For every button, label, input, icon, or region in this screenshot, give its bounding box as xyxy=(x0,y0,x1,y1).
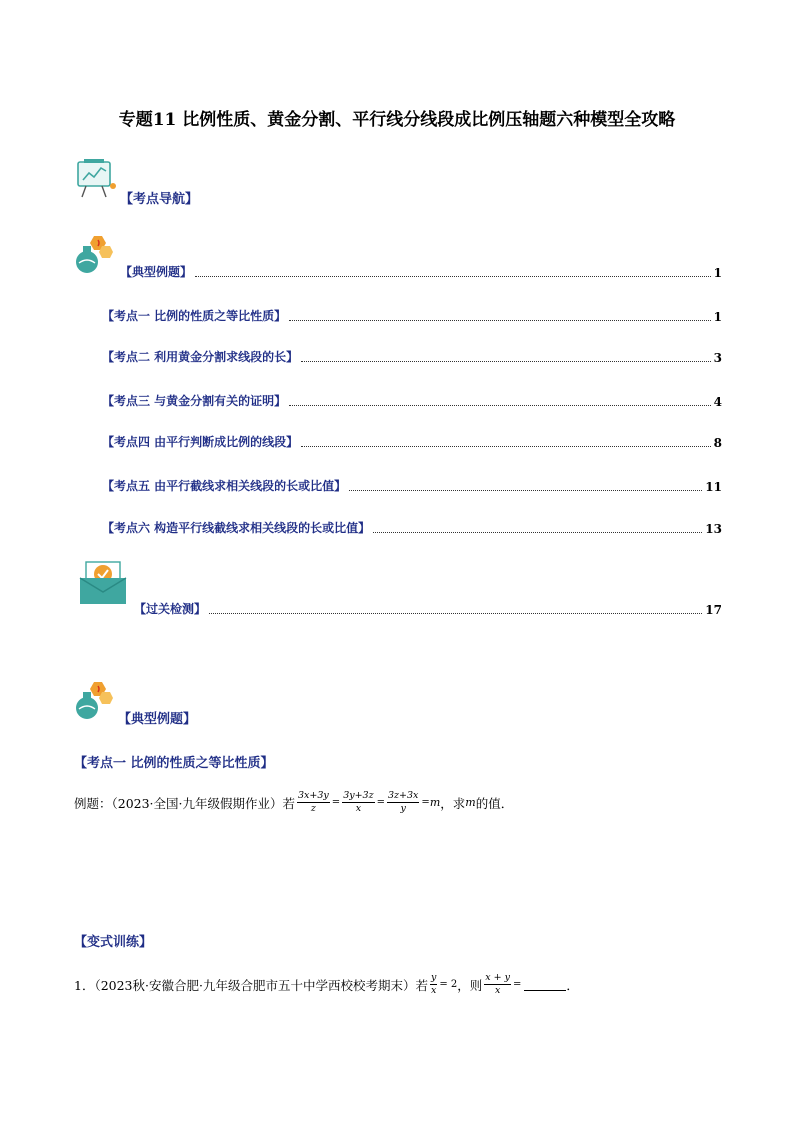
toc-leader xyxy=(289,404,710,406)
toc-entry-point-2[interactable] xyxy=(102,348,722,365)
toc-leader xyxy=(209,612,702,614)
fraction-numerator: 3x+3y xyxy=(298,790,329,801)
page-title: 专题11 比例性质、黄金分割、平行线分线段成比例压轴题六种模型全攻略 xyxy=(118,110,676,130)
equals-sign: = xyxy=(421,797,430,808)
variable-m: m xyxy=(465,796,476,809)
equals-sign: = xyxy=(331,797,341,808)
fraction-denominator: y xyxy=(400,803,406,814)
check-envelope-icon xyxy=(78,558,128,606)
fraction-1 xyxy=(297,790,330,815)
fraction-2 xyxy=(342,790,374,815)
toc-leader xyxy=(289,319,710,321)
toc-leader xyxy=(195,275,711,277)
fraction-numerator: x + y xyxy=(485,972,511,983)
toc-label: 【考点六 构造平行线截线求相关线段的长或比值】 xyxy=(102,521,371,535)
toc-page: 1 xyxy=(713,266,722,280)
variant-heading: 【变式训练】 xyxy=(74,935,153,950)
toc-leader xyxy=(301,360,710,362)
toc-label: 【典型例题】 xyxy=(120,265,193,279)
point-1-heading: 【考点一 比例的性质之等比性质】 xyxy=(74,756,274,771)
exercise-1 xyxy=(74,972,579,997)
toc-leader xyxy=(373,531,702,533)
fraction-3 xyxy=(387,790,419,815)
toc-page: 1 xyxy=(713,310,722,324)
toc-page: 17 xyxy=(705,603,722,617)
toc-page: 8 xyxy=(713,436,722,450)
fraction-denominator: x xyxy=(494,985,501,996)
exercise-suffix: ． xyxy=(566,977,579,993)
fraction-numerator: 3y+3z xyxy=(343,790,374,801)
fraction-denominator: x xyxy=(355,803,362,814)
equals-two: = 2 xyxy=(439,979,458,990)
toc-leader xyxy=(349,489,702,491)
exercise-prefix: 1．（2023秋·安徽合肥·九年级合肥市五十中学西校校考期末）若 xyxy=(74,977,428,993)
exercise-mid: ，则 xyxy=(457,977,483,993)
nav-heading: 【考点导航】 xyxy=(120,192,199,207)
toc-entry-point-5[interactable] xyxy=(102,477,722,494)
fraction-denominator: x xyxy=(430,985,437,996)
fraction-numerator: y xyxy=(430,972,437,983)
example-prefix: 例题：（2023·全国·九年级假期作业）若 xyxy=(74,795,296,811)
fraction-y-over-x xyxy=(430,972,437,997)
fraction-denominator: z xyxy=(310,803,316,814)
toc-page: 3 xyxy=(713,351,722,365)
example-problem xyxy=(74,790,513,815)
toc-entry-point-1[interactable] xyxy=(102,307,722,324)
toc-label: 【考点五 由平行截线求相关线段的长或比值】 xyxy=(102,479,347,493)
example-mid: ，求 xyxy=(440,795,466,811)
section-heading: 【典型例题】 xyxy=(118,712,197,727)
toc-label: 【考点一 比例的性质之等比性质】 xyxy=(102,309,287,323)
answer-blank[interactable] xyxy=(524,978,566,991)
toc-page: 11 xyxy=(705,480,722,494)
fraction-numerator: 3z+3x xyxy=(388,790,419,801)
toc-label: 【考点三 与黄金分割有关的证明】 xyxy=(102,394,287,408)
flask-icon xyxy=(72,680,114,722)
flask-icon xyxy=(72,234,114,276)
fraction-x-plus-y-over-x xyxy=(484,972,511,997)
toc-entry-typical-examples[interactable] xyxy=(120,263,722,280)
equals-sign: = xyxy=(513,979,522,990)
toc-label: 【考点二 利用黄金分割求线段的长】 xyxy=(102,350,299,364)
example-suffix: 的值． xyxy=(475,795,514,811)
toc-label: 【考点四 由平行判断成比例的线段】 xyxy=(102,435,299,449)
toc-entry-review[interactable] xyxy=(134,600,722,617)
variable-m: m xyxy=(429,796,441,809)
toc-page: 4 xyxy=(713,395,722,409)
toc-label: 【过关检测】 xyxy=(134,602,207,616)
toc-entry-point-6[interactable] xyxy=(102,519,722,536)
equals-sign: = xyxy=(376,797,385,808)
toc-entry-point-3[interactable] xyxy=(102,392,722,409)
presentation-board-icon xyxy=(74,156,118,200)
toc-leader xyxy=(301,445,710,447)
toc-page: 13 xyxy=(705,522,722,536)
toc-entry-point-4[interactable] xyxy=(102,433,722,450)
